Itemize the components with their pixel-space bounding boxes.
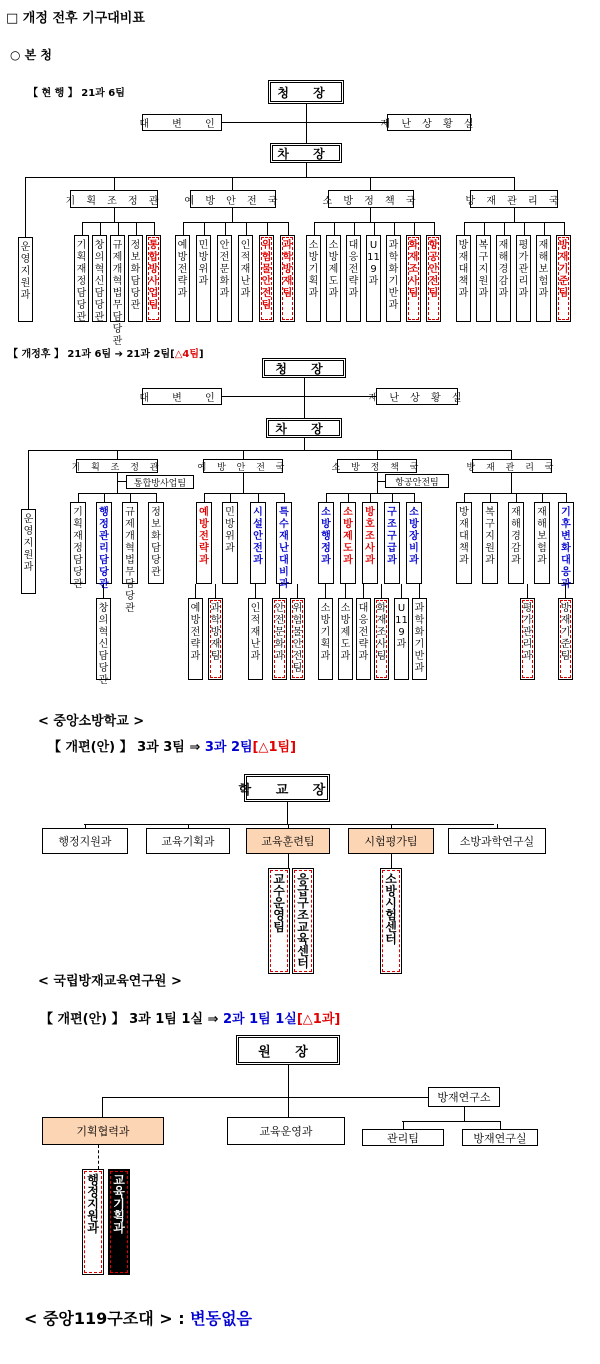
before-unit-box: 재해경감과 (496, 235, 511, 322)
before-connector (246, 222, 247, 235)
after-connector (28, 450, 29, 509)
after-extra-team-aviation: 항공안전팀 (385, 474, 449, 488)
after-connector (377, 450, 378, 459)
after-bureau-planning: 기 획 조 정 관 (76, 459, 158, 473)
after-situation-room-box: 재 난 상 황 실 (376, 388, 458, 405)
before-connector (306, 104, 307, 143)
after-vice-box: 차 장 (266, 418, 342, 438)
after-unit-box: 기후변화대응과 (558, 502, 574, 584)
after-unit-box: 방재대책과 (456, 502, 472, 584)
before-bureau-planning: 기 획 조 정 관 (70, 190, 158, 208)
before-connector (288, 222, 289, 235)
before-unit-box: 정보화담당관 (128, 235, 143, 322)
before-unit-box: 대응전략과 (346, 235, 361, 322)
before-unit-box: 방재기준팀 (556, 235, 571, 322)
after-connector (117, 481, 126, 482)
after-unit-box: 재해보험과 (534, 502, 550, 584)
before-connector (564, 222, 565, 235)
before-connector (514, 208, 515, 222)
after-connector (279, 584, 280, 598)
after-connector (363, 584, 364, 598)
after-connector (377, 473, 378, 493)
after-connector (230, 493, 231, 502)
before-vice-box: 차 장 (270, 143, 342, 163)
academy-unit-box: 교육기획과 (146, 828, 230, 854)
after-sub-unit-box: 위험물안전팀 (290, 598, 305, 680)
after-connector (464, 493, 465, 502)
after-connector (516, 493, 517, 502)
before-unit-box: 소방기획과 (306, 235, 321, 322)
before-unit-box: 예방전략과 (175, 235, 190, 322)
before-unit-box: 재해보험과 (536, 235, 551, 322)
before-unit-box: 소방제도과 (326, 235, 341, 322)
after-connector (117, 473, 118, 493)
before-connector (394, 222, 395, 235)
after-sub-unit-box: 안전문화과 (272, 598, 287, 680)
before-connector (100, 222, 101, 235)
academy-plan: 【 개편(안) 】 3과 3팀 ⇒ 3과 2팀[△1팀] (48, 740, 297, 755)
after-connector (215, 584, 216, 598)
before-unit-box: 항공안전팀 (426, 235, 441, 322)
after-connector (419, 584, 420, 598)
after-sub-unit-box: 대응전략과 (356, 598, 371, 680)
after-sub-unit-box: 과학화기반과 (412, 598, 427, 680)
academy-sub-unit-box: 응급구조교육센터 (292, 868, 314, 974)
before-connector (114, 208, 115, 222)
academy-sub-unit-box: 교수운영팀 (268, 868, 290, 974)
institute-sub-unit-box: 행정지원과 (82, 1169, 104, 1275)
before-connector (544, 222, 545, 235)
after-extra-team-integrated: 통합방사업팀 (126, 475, 194, 489)
before-connector (222, 122, 387, 123)
after-connector (348, 493, 349, 502)
before-connector (204, 222, 205, 235)
after-connector (297, 584, 298, 598)
institute-connector (288, 1065, 289, 1097)
academy-connector (288, 854, 289, 868)
before-unit-box: 위험물안전팀 (259, 235, 274, 322)
institute-plan: 【 개편(안) 】 3과 1팀 1실 ⇒ 2과 1팀 1실[△1과] (40, 1012, 341, 1027)
academy-unit-box: 교육훈련팀 (246, 828, 330, 854)
after-unit-box: 민방위과 (222, 502, 238, 584)
before-bureau-fire-policy: 소 방 정 책 국 (328, 190, 414, 208)
after-unit-box: 시설안전과 (250, 502, 266, 584)
after-connector (326, 493, 327, 502)
after-connector (542, 493, 543, 502)
before-connector (232, 208, 233, 222)
before-unit-box: 안전문화과 (217, 235, 232, 322)
after-unit-box: 구조구급과 (384, 502, 400, 584)
after-connector (78, 493, 156, 494)
after-connector (243, 473, 244, 493)
after-unit-box: 소방제도과 (340, 502, 356, 584)
after-label: 【 개정후 】 21과 6팀 ➔ 21과 2팀[△4팀] (8, 349, 204, 360)
after-unit-box: 예방전략과 (196, 502, 212, 584)
after-bureau-disaster-mgmt: 방 재 관 리 국 (472, 459, 552, 473)
before-connector (118, 222, 119, 235)
after-connector (566, 493, 567, 502)
after-connector (103, 584, 104, 598)
after-unit-box: 방호조사과 (362, 502, 378, 584)
academy-title: < 중앙소방학교 > (38, 714, 145, 729)
before-unit-box: 복구지원과 (476, 235, 491, 322)
after-chief-box: 청 장 (262, 358, 346, 378)
before-unit-box: 기획재정담당관 (74, 235, 89, 322)
before-connector (183, 222, 288, 223)
academy-connector (84, 824, 494, 825)
before-connector (464, 222, 465, 235)
before-connector (82, 222, 83, 235)
after-connector (345, 584, 346, 598)
before-label: 【 현 행 】 21과 6팀 (28, 88, 125, 99)
page-title: □ 개정 전후 기구대비표 (6, 11, 145, 26)
after-connector (527, 584, 528, 598)
after-sub-unit-box: 소방제도과 (338, 598, 353, 680)
after-unit-box: 재해경감과 (508, 502, 524, 584)
after-sub-unit-box: 화재조사팀 (374, 598, 389, 680)
after-connector (511, 473, 512, 493)
academy-unit-box: 소방과학연구실 (448, 828, 546, 854)
institute-head-box: 원 장 (236, 1035, 340, 1065)
before-chief-box: 청 장 (268, 80, 344, 104)
institute-lab-sub-box: 관리팀 (362, 1129, 444, 1146)
after-sub-unit-box: 방재기준팀 (558, 598, 573, 680)
after-sub-unit-box: 과학방재팀 (208, 598, 223, 680)
after-connector (255, 584, 256, 598)
after-connector (414, 493, 415, 502)
institute-connector (402, 1121, 500, 1122)
after-unit-box: 행정관리담당관 (96, 502, 112, 584)
before-connector (334, 222, 335, 235)
before-unit-box: 통합방사업팀 (146, 235, 161, 322)
after-unit-box: 특수재난대비과 (276, 502, 292, 584)
institute-connector (102, 1097, 103, 1117)
after-connector (381, 584, 382, 598)
before-connector (314, 222, 315, 235)
before-unit-box: 화재조사팀 (406, 235, 421, 322)
before-unit-box: 평가관리과 (516, 235, 531, 322)
academy-unit-box: 시험평가팀 (348, 828, 434, 854)
institute-unit-planning: 기획협력과 (42, 1117, 164, 1145)
academy-connector (391, 854, 392, 868)
before-connector (504, 222, 505, 235)
after-connector (370, 493, 371, 502)
after-connector (243, 450, 244, 459)
before-connector (414, 222, 415, 235)
after-connector (284, 493, 285, 502)
after-connector (304, 438, 305, 450)
before-unit-box: 민방위과 (196, 235, 211, 322)
after-connector (195, 584, 196, 598)
before-connector (154, 222, 155, 235)
institute-connector (98, 1145, 99, 1169)
after-connector (156, 493, 157, 502)
after-connector (258, 493, 259, 502)
before-connector (306, 163, 307, 177)
after-unit-box: 규제개혁법무담당관 (122, 502, 138, 584)
academy-sub-unit-box: 소방시험센터 (380, 868, 402, 974)
section-label: ○ 본 청 (10, 48, 53, 62)
after-bureau-fire-policy: 소 방 정 책 국 (337, 459, 417, 473)
before-connector (225, 222, 226, 235)
after-connector (565, 584, 566, 598)
before-situation-room-box: 재 난 상 황 실 (387, 114, 471, 131)
before-unit-box: U119과 (366, 235, 381, 322)
after-connector (104, 493, 105, 502)
before-connector (25, 177, 26, 237)
after-connector (304, 378, 305, 418)
after-connector (377, 481, 385, 482)
after-connector (78, 493, 79, 502)
before-unit-box: 규제개혁법무담당관 (110, 235, 125, 322)
before-bureau-disaster-mgmt: 방 재 관 리 국 (470, 190, 558, 208)
after-connector (28, 450, 511, 451)
before-unit-box: 과학방재팀 (280, 235, 295, 322)
institute-connector (464, 1107, 465, 1121)
after-connector (401, 584, 402, 598)
before-standalone-unit: 운영지원과 (18, 237, 33, 322)
institute-unit-lab: 방재연구소 (428, 1087, 500, 1107)
after-connector (222, 396, 376, 397)
after-sub-unit-box: U119과 (394, 598, 409, 680)
before-unit-box: 방재대책과 (456, 235, 471, 322)
before-unit-box: 창의혁신담당관 (92, 235, 107, 322)
before-connector (464, 222, 564, 223)
institute-title: < 국립방재교육연구원 > (38, 974, 182, 989)
after-unit-box: 소방행정과 (318, 502, 334, 584)
after-bureau-prevention: 예 방 안 전 국 (203, 459, 283, 473)
before-connector (114, 177, 115, 190)
institute-connector (500, 1121, 501, 1129)
before-connector (524, 222, 525, 235)
before-connector (183, 222, 184, 235)
after-connector (130, 493, 131, 502)
before-unit-box: 인적재난과 (238, 235, 253, 322)
after-connector (325, 584, 326, 598)
before-connector (136, 222, 137, 235)
academy-unit-box: 행정지원과 (42, 828, 128, 854)
after-sub-unit-box: 인적재난과 (248, 598, 263, 680)
after-unit-box: 정보화담당관 (148, 502, 164, 584)
academy-head-box: 학 교 장 (244, 774, 330, 802)
before-spokesman-box: 대 변 인 (142, 114, 222, 131)
after-connector (392, 493, 393, 502)
before-connector (232, 177, 233, 190)
after-standalone-unit: 운영지원과 (21, 509, 36, 594)
before-connector (434, 222, 435, 235)
after-sub-unit-box: 평가관리과 (520, 598, 535, 680)
academy-connector (287, 802, 288, 824)
after-sub-unit-box: 창의혁신담당관 (96, 598, 111, 680)
institute-unit-operation: 교육운영과 (227, 1117, 345, 1145)
rescue-line: < 중앙119구조대 > : 변동없음 (24, 1309, 252, 1328)
before-connector (354, 222, 355, 235)
before-connector (514, 177, 515, 190)
before-connector (484, 222, 485, 235)
after-spokesman-box: 대 변 인 (142, 388, 222, 405)
before-connector (370, 208, 371, 222)
before-connector (374, 222, 375, 235)
after-connector (117, 450, 118, 459)
institute-connector (288, 1097, 289, 1117)
after-sub-unit-box: 소방기획과 (318, 598, 333, 680)
before-connector (370, 177, 371, 190)
after-sub-unit-box: 예방전략과 (188, 598, 203, 680)
after-connector (204, 493, 205, 502)
after-connector (204, 493, 284, 494)
after-connector (511, 450, 512, 459)
institute-lab-sub-box: 방재연구실 (462, 1129, 538, 1146)
before-bureau-prevention: 예 방 안 전 국 (190, 190, 276, 208)
after-unit-box: 기획재정담당관 (70, 502, 86, 584)
after-connector (464, 493, 566, 494)
after-connector (490, 493, 491, 502)
institute-connector (102, 1097, 482, 1098)
before-connector (267, 222, 268, 235)
before-unit-box: 과학화기반과 (386, 235, 401, 322)
after-unit-box: 소방장비과 (406, 502, 422, 584)
after-unit-box: 복구지원과 (482, 502, 498, 584)
before-connector (25, 177, 514, 178)
institute-connector (403, 1121, 404, 1129)
institute-sub-unit-box: 교육기획과 (108, 1169, 130, 1275)
